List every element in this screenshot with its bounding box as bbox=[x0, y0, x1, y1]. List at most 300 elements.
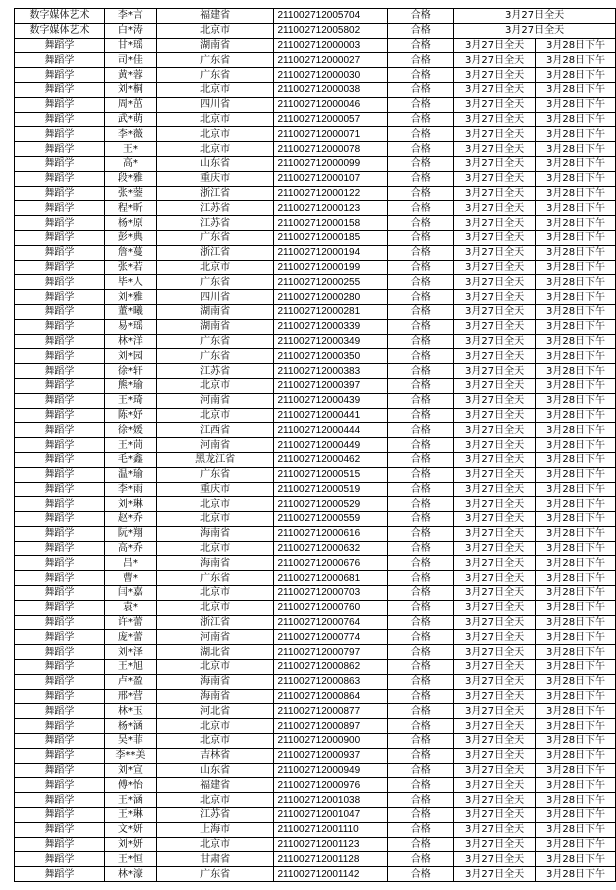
day1-schedule-cell: 3月27日全天 bbox=[454, 260, 536, 275]
province-cell: 山东省 bbox=[156, 763, 274, 778]
result-cell: 合格 bbox=[388, 423, 454, 438]
major-cell: 舞蹈学 bbox=[15, 526, 105, 541]
province-cell: 海南省 bbox=[156, 556, 274, 571]
result-cell: 合格 bbox=[388, 793, 454, 808]
result-cell: 合格 bbox=[388, 275, 454, 290]
table-row bbox=[15, 319, 616, 334]
result-cell: 合格 bbox=[388, 704, 454, 719]
table-row bbox=[15, 9, 616, 24]
major-cell: 舞蹈学 bbox=[15, 438, 105, 453]
major-cell: 舞蹈学 bbox=[15, 334, 105, 349]
result-cell: 合格 bbox=[388, 112, 454, 127]
result-cell: 合格 bbox=[388, 734, 454, 749]
major-cell: 舞蹈学 bbox=[15, 512, 105, 527]
major-cell: 舞蹈学 bbox=[15, 245, 105, 260]
table-row bbox=[15, 201, 616, 216]
result-cell: 合格 bbox=[388, 808, 454, 823]
day2-schedule-cell: 3月28日下午 bbox=[536, 334, 616, 349]
table-row bbox=[15, 260, 616, 275]
name-cell: 杨*原 bbox=[104, 216, 156, 231]
candidate-id-cell: 211002712001038 bbox=[274, 793, 388, 808]
candidate-id-cell: 211002712000774 bbox=[274, 630, 388, 645]
day1-schedule-cell: 3月27日全天 bbox=[454, 556, 536, 571]
major-cell: 舞蹈学 bbox=[15, 645, 105, 660]
table-row bbox=[15, 186, 616, 201]
day1-schedule-cell: 3月27日全天 bbox=[454, 438, 536, 453]
major-cell: 舞蹈学 bbox=[15, 304, 105, 319]
major-cell: 舞蹈学 bbox=[15, 364, 105, 379]
major-cell: 舞蹈学 bbox=[15, 748, 105, 763]
day2-schedule-cell: 3月28日下午 bbox=[536, 556, 616, 571]
result-cell: 合格 bbox=[388, 586, 454, 601]
day1-schedule-cell: 3月27日全天 bbox=[454, 23, 616, 38]
major-cell: 舞蹈学 bbox=[15, 734, 105, 749]
candidate-id-cell: 211002712000797 bbox=[274, 645, 388, 660]
major-cell: 舞蹈学 bbox=[15, 837, 105, 852]
province-cell: 广东省 bbox=[156, 230, 274, 245]
candidate-id-cell: 211002712000281 bbox=[274, 304, 388, 319]
name-cell: 林*濠 bbox=[104, 867, 156, 882]
result-cell: 合格 bbox=[388, 512, 454, 527]
province-cell: 江苏省 bbox=[156, 201, 274, 216]
day1-schedule-cell: 3月27日全天 bbox=[454, 660, 536, 675]
name-cell: 王*茼 bbox=[104, 438, 156, 453]
province-cell: 广东省 bbox=[156, 349, 274, 364]
candidate-id-cell: 211002712001110 bbox=[274, 822, 388, 837]
day1-schedule-cell: 3月27日全天 bbox=[454, 171, 536, 186]
province-cell: 江苏省 bbox=[156, 808, 274, 823]
name-cell: 刘*琳 bbox=[104, 497, 156, 512]
day2-schedule-cell: 3月28日下午 bbox=[536, 852, 616, 867]
day1-schedule-cell: 3月27日全天 bbox=[454, 319, 536, 334]
result-cell: 合格 bbox=[388, 38, 454, 53]
table-row bbox=[15, 497, 616, 512]
name-cell: 吕* bbox=[104, 556, 156, 571]
day1-schedule-cell: 3月27日全天 bbox=[454, 230, 536, 245]
province-cell: 重庆市 bbox=[156, 171, 274, 186]
province-cell: 海南省 bbox=[156, 689, 274, 704]
candidate-id-cell: 211002712001142 bbox=[274, 867, 388, 882]
result-cell: 合格 bbox=[388, 497, 454, 512]
day2-schedule-cell: 3月28日下午 bbox=[536, 112, 616, 127]
name-cell: 林*玉 bbox=[104, 704, 156, 719]
province-cell: 福建省 bbox=[156, 9, 274, 24]
major-cell: 舞蹈学 bbox=[15, 541, 105, 556]
result-cell: 合格 bbox=[388, 201, 454, 216]
table-row bbox=[15, 68, 616, 83]
day2-schedule-cell: 3月28日下午 bbox=[536, 319, 616, 334]
day2-schedule-cell: 3月28日下午 bbox=[536, 704, 616, 719]
day2-schedule-cell: 3月28日下午 bbox=[536, 600, 616, 615]
major-cell: 舞蹈学 bbox=[15, 615, 105, 630]
table-row bbox=[15, 793, 616, 808]
day2-schedule-cell: 3月28日下午 bbox=[536, 68, 616, 83]
name-cell: 周*茁 bbox=[104, 97, 156, 112]
day2-schedule-cell: 3月28日下午 bbox=[536, 645, 616, 660]
day2-schedule-cell: 3月28日下午 bbox=[536, 53, 616, 68]
table-row bbox=[15, 349, 616, 364]
name-cell: 段*雅 bbox=[104, 171, 156, 186]
result-cell: 合格 bbox=[388, 349, 454, 364]
table-row bbox=[15, 571, 616, 586]
province-cell: 浙江省 bbox=[156, 186, 274, 201]
day1-schedule-cell: 3月27日全天 bbox=[454, 393, 536, 408]
province-cell: 广东省 bbox=[156, 275, 274, 290]
name-cell: 李*雨 bbox=[104, 482, 156, 497]
table-row bbox=[15, 778, 616, 793]
result-cell: 合格 bbox=[388, 467, 454, 482]
table-row bbox=[15, 467, 616, 482]
day2-schedule-cell: 3月28日下午 bbox=[536, 837, 616, 852]
candidate-id-cell: 211002712000864 bbox=[274, 689, 388, 704]
major-cell: 舞蹈学 bbox=[15, 127, 105, 142]
day2-schedule-cell: 3月28日下午 bbox=[536, 97, 616, 112]
province-cell: 浙江省 bbox=[156, 245, 274, 260]
major-cell: 舞蹈学 bbox=[15, 719, 105, 734]
major-cell: 舞蹈学 bbox=[15, 852, 105, 867]
day1-schedule-cell: 3月27日全天 bbox=[454, 748, 536, 763]
table-row bbox=[15, 719, 616, 734]
major-cell: 舞蹈学 bbox=[15, 763, 105, 778]
province-cell: 吉林省 bbox=[156, 748, 274, 763]
table-row bbox=[15, 112, 616, 127]
day2-schedule-cell: 3月28日下午 bbox=[536, 660, 616, 675]
table-row bbox=[15, 541, 616, 556]
major-cell: 舞蹈学 bbox=[15, 556, 105, 571]
major-cell: 舞蹈学 bbox=[15, 97, 105, 112]
day2-schedule-cell: 3月28日下午 bbox=[536, 526, 616, 541]
table-row bbox=[15, 171, 616, 186]
result-cell: 合格 bbox=[388, 171, 454, 186]
result-cell: 合格 bbox=[388, 852, 454, 867]
table-row bbox=[15, 334, 616, 349]
province-cell: 北京市 bbox=[156, 497, 274, 512]
day1-schedule-cell: 3月27日全天 bbox=[454, 600, 536, 615]
major-cell: 舞蹈学 bbox=[15, 808, 105, 823]
table-row bbox=[15, 452, 616, 467]
day1-schedule-cell: 3月27日全天 bbox=[454, 142, 536, 157]
major-cell: 舞蹈学 bbox=[15, 467, 105, 482]
result-cell: 合格 bbox=[388, 334, 454, 349]
province-cell: 北京市 bbox=[156, 837, 274, 852]
table-row bbox=[15, 822, 616, 837]
day2-schedule-cell: 3月28日下午 bbox=[536, 38, 616, 53]
day2-schedule-cell: 3月28日下午 bbox=[536, 260, 616, 275]
result-cell: 合格 bbox=[388, 216, 454, 231]
day2-schedule-cell: 3月28日下午 bbox=[536, 586, 616, 601]
table-row bbox=[15, 142, 616, 157]
candidate-id-cell: 211002712001128 bbox=[274, 852, 388, 867]
name-cell: 武*萌 bbox=[104, 112, 156, 127]
day2-schedule-cell: 3月28日下午 bbox=[536, 423, 616, 438]
day2-schedule-cell: 3月28日下午 bbox=[536, 615, 616, 630]
province-cell: 海南省 bbox=[156, 674, 274, 689]
candidate-id-cell: 211002712000350 bbox=[274, 349, 388, 364]
table-row bbox=[15, 630, 616, 645]
major-cell: 舞蹈学 bbox=[15, 630, 105, 645]
day1-schedule-cell: 3月27日全天 bbox=[454, 38, 536, 53]
candidate-id-cell: 211002712000441 bbox=[274, 408, 388, 423]
name-cell: 刘*妍 bbox=[104, 837, 156, 852]
major-cell: 舞蹈学 bbox=[15, 793, 105, 808]
day1-schedule-cell: 3月27日全天 bbox=[454, 97, 536, 112]
candidate-id-cell: 211002712000519 bbox=[274, 482, 388, 497]
day1-schedule-cell: 3月27日全天 bbox=[454, 808, 536, 823]
candidate-id-cell: 211002712000529 bbox=[274, 497, 388, 512]
day1-schedule-cell: 3月27日全天 bbox=[454, 674, 536, 689]
day2-schedule-cell: 3月28日下午 bbox=[536, 216, 616, 231]
candidate-id-cell: 211002712000099 bbox=[274, 156, 388, 171]
table-row bbox=[15, 38, 616, 53]
province-cell: 北京市 bbox=[156, 541, 274, 556]
day2-schedule-cell: 3月28日下午 bbox=[536, 230, 616, 245]
province-cell: 北京市 bbox=[156, 586, 274, 601]
candidate-id-cell: 211002712000122 bbox=[274, 186, 388, 201]
result-cell: 合格 bbox=[388, 290, 454, 305]
table-row bbox=[15, 852, 616, 867]
day1-schedule-cell: 3月27日全天 bbox=[454, 719, 536, 734]
table-row bbox=[15, 378, 616, 393]
day1-schedule-cell: 3月27日全天 bbox=[454, 822, 536, 837]
result-cell: 合格 bbox=[388, 97, 454, 112]
name-cell: 李*言 bbox=[104, 9, 156, 24]
table-row bbox=[15, 748, 616, 763]
table-row bbox=[15, 482, 616, 497]
result-cell: 合格 bbox=[388, 556, 454, 571]
day2-schedule-cell: 3月28日下午 bbox=[536, 349, 616, 364]
table-body bbox=[15, 9, 616, 882]
day1-schedule-cell: 3月27日全天 bbox=[454, 526, 536, 541]
candidate-id-cell: 211002712000681 bbox=[274, 571, 388, 586]
province-cell: 北京市 bbox=[156, 127, 274, 142]
candidate-id-cell: 211002712000462 bbox=[274, 452, 388, 467]
candidate-id-cell: 211002712000760 bbox=[274, 600, 388, 615]
day1-schedule-cell: 3月27日全天 bbox=[454, 245, 536, 260]
name-cell: 许*蕾 bbox=[104, 615, 156, 630]
day2-schedule-cell: 3月28日下午 bbox=[536, 275, 616, 290]
name-cell: 陈*妤 bbox=[104, 408, 156, 423]
result-cell: 合格 bbox=[388, 304, 454, 319]
day1-schedule-cell: 3月27日全天 bbox=[454, 645, 536, 660]
table-row bbox=[15, 660, 616, 675]
major-cell: 舞蹈学 bbox=[15, 82, 105, 97]
day1-schedule-cell: 3月27日全天 bbox=[454, 689, 536, 704]
day1-schedule-cell: 3月27日全天 bbox=[454, 68, 536, 83]
result-cell: 合格 bbox=[388, 230, 454, 245]
major-cell: 舞蹈学 bbox=[15, 452, 105, 467]
name-cell: 白*涛 bbox=[104, 23, 156, 38]
day1-schedule-cell: 3月27日全天 bbox=[454, 82, 536, 97]
day2-schedule-cell: 3月28日下午 bbox=[536, 512, 616, 527]
candidate-id-cell: 211002712000900 bbox=[274, 734, 388, 749]
candidate-id-cell: 211002712001047 bbox=[274, 808, 388, 823]
day1-schedule-cell: 3月27日全天 bbox=[454, 201, 536, 216]
table-row bbox=[15, 556, 616, 571]
major-cell: 舞蹈学 bbox=[15, 186, 105, 201]
province-cell: 北京市 bbox=[156, 719, 274, 734]
major-cell: 舞蹈学 bbox=[15, 586, 105, 601]
day2-schedule-cell: 3月28日下午 bbox=[536, 186, 616, 201]
candidate-id-cell: 211002712000515 bbox=[274, 467, 388, 482]
major-cell: 舞蹈学 bbox=[15, 290, 105, 305]
day1-schedule-cell: 3月27日全天 bbox=[454, 186, 536, 201]
table-row bbox=[15, 230, 616, 245]
province-cell: 上海市 bbox=[156, 822, 274, 837]
candidate-id-cell: 211002712000937 bbox=[274, 748, 388, 763]
candidate-id-cell: 211002712000976 bbox=[274, 778, 388, 793]
day2-schedule-cell: 3月28日下午 bbox=[536, 290, 616, 305]
day1-schedule-cell: 3月27日全天 bbox=[454, 112, 536, 127]
province-cell: 河南省 bbox=[156, 438, 274, 453]
candidate-id-cell: 211002712000764 bbox=[274, 615, 388, 630]
result-cell: 合格 bbox=[388, 615, 454, 630]
day2-schedule-cell: 3月28日下午 bbox=[536, 171, 616, 186]
table-row bbox=[15, 837, 616, 852]
province-cell: 北京市 bbox=[156, 378, 274, 393]
major-cell: 舞蹈学 bbox=[15, 867, 105, 882]
province-cell: 广东省 bbox=[156, 571, 274, 586]
table-row bbox=[15, 53, 616, 68]
day2-schedule-cell: 3月28日下午 bbox=[536, 571, 616, 586]
major-cell: 舞蹈学 bbox=[15, 349, 105, 364]
day1-schedule-cell: 3月27日全天 bbox=[454, 290, 536, 305]
name-cell: 李*薇 bbox=[104, 127, 156, 142]
result-cell: 合格 bbox=[388, 68, 454, 83]
day2-schedule-cell: 3月28日下午 bbox=[536, 82, 616, 97]
candidate-id-cell: 211002712000194 bbox=[274, 245, 388, 260]
name-cell: 熊*瑜 bbox=[104, 378, 156, 393]
name-cell: 闫*嘉 bbox=[104, 586, 156, 601]
day1-schedule-cell: 3月27日全天 bbox=[454, 378, 536, 393]
day1-schedule-cell: 3月27日全天 bbox=[454, 156, 536, 171]
day2-schedule-cell: 3月28日下午 bbox=[536, 748, 616, 763]
day2-schedule-cell: 3月28日下午 bbox=[536, 541, 616, 556]
table-row bbox=[15, 393, 616, 408]
major-cell: 舞蹈学 bbox=[15, 378, 105, 393]
day2-schedule-cell: 3月28日下午 bbox=[536, 408, 616, 423]
day1-schedule-cell: 3月27日全天 bbox=[454, 364, 536, 379]
day2-schedule-cell: 3月28日下午 bbox=[536, 808, 616, 823]
result-cell: 合格 bbox=[388, 689, 454, 704]
day1-schedule-cell: 3月27日全天 bbox=[454, 334, 536, 349]
name-cell: 甘*瑶 bbox=[104, 38, 156, 53]
major-cell: 舞蹈学 bbox=[15, 660, 105, 675]
table-row bbox=[15, 704, 616, 719]
major-cell: 舞蹈学 bbox=[15, 68, 105, 83]
province-cell: 四川省 bbox=[156, 97, 274, 112]
candidate-id-cell: 211002712000038 bbox=[274, 82, 388, 97]
province-cell: 河南省 bbox=[156, 630, 274, 645]
major-cell: 数字媒体艺术 bbox=[15, 9, 105, 24]
result-cell: 合格 bbox=[388, 127, 454, 142]
day2-schedule-cell: 3月28日下午 bbox=[536, 304, 616, 319]
major-cell: 舞蹈学 bbox=[15, 393, 105, 408]
candidate-id-cell: 211002712000877 bbox=[274, 704, 388, 719]
day1-schedule-cell: 3月27日全天 bbox=[454, 512, 536, 527]
province-cell: 江苏省 bbox=[156, 216, 274, 231]
day1-schedule-cell: 3月27日全天 bbox=[454, 630, 536, 645]
name-cell: 詹*蔓 bbox=[104, 245, 156, 260]
day2-schedule-cell: 3月28日下午 bbox=[536, 467, 616, 482]
result-cell: 合格 bbox=[388, 408, 454, 423]
table-row bbox=[15, 97, 616, 112]
day2-schedule-cell: 3月28日下午 bbox=[536, 630, 616, 645]
day1-schedule-cell: 3月27日全天 bbox=[454, 275, 536, 290]
province-cell: 重庆市 bbox=[156, 482, 274, 497]
province-cell: 山东省 bbox=[156, 156, 274, 171]
name-cell: 易*瑶 bbox=[104, 319, 156, 334]
result-cell: 合格 bbox=[388, 438, 454, 453]
name-cell: 卢*盈 bbox=[104, 674, 156, 689]
candidate-id-cell: 211002712000863 bbox=[274, 674, 388, 689]
day2-schedule-cell: 3月28日下午 bbox=[536, 822, 616, 837]
candidate-id-cell: 211002712000349 bbox=[274, 334, 388, 349]
result-cell: 合格 bbox=[388, 600, 454, 615]
name-cell: 刘*泽 bbox=[104, 645, 156, 660]
major-cell: 舞蹈学 bbox=[15, 600, 105, 615]
result-cell: 合格 bbox=[388, 867, 454, 882]
province-cell: 河南省 bbox=[156, 393, 274, 408]
table-row bbox=[15, 23, 616, 38]
province-cell: 北京市 bbox=[156, 734, 274, 749]
province-cell: 北京市 bbox=[156, 512, 274, 527]
table-row bbox=[15, 275, 616, 290]
candidate-id-cell: 211002712000632 bbox=[274, 541, 388, 556]
result-cell: 合格 bbox=[388, 526, 454, 541]
major-cell: 舞蹈学 bbox=[15, 216, 105, 231]
province-cell: 北京市 bbox=[156, 660, 274, 675]
province-cell: 北京市 bbox=[156, 600, 274, 615]
candidate-id-cell: 211002712000339 bbox=[274, 319, 388, 334]
candidate-id-cell: 211002712000107 bbox=[274, 171, 388, 186]
day1-schedule-cell: 3月27日全天 bbox=[454, 216, 536, 231]
table-row bbox=[15, 127, 616, 142]
table-row bbox=[15, 586, 616, 601]
province-cell: 湖南省 bbox=[156, 319, 274, 334]
name-cell: 刘*宣 bbox=[104, 763, 156, 778]
province-cell: 广东省 bbox=[156, 334, 274, 349]
major-cell: 舞蹈学 bbox=[15, 260, 105, 275]
table-row bbox=[15, 245, 616, 260]
table-row bbox=[15, 408, 616, 423]
major-cell: 舞蹈学 bbox=[15, 704, 105, 719]
result-cell: 合格 bbox=[388, 260, 454, 275]
name-cell: 赵*乔 bbox=[104, 512, 156, 527]
candidate-id-cell: 211002712000439 bbox=[274, 393, 388, 408]
name-cell: 庞*蕾 bbox=[104, 630, 156, 645]
major-cell: 舞蹈学 bbox=[15, 38, 105, 53]
result-cell: 合格 bbox=[388, 748, 454, 763]
major-cell: 舞蹈学 bbox=[15, 408, 105, 423]
name-cell: 曹* bbox=[104, 571, 156, 586]
name-cell: 董*曦 bbox=[104, 304, 156, 319]
major-cell: 舞蹈学 bbox=[15, 482, 105, 497]
name-cell: 王*恒 bbox=[104, 852, 156, 867]
name-cell: 袁* bbox=[104, 600, 156, 615]
exam-result-table bbox=[14, 8, 616, 882]
result-cell: 合格 bbox=[388, 319, 454, 334]
major-cell: 舞蹈学 bbox=[15, 275, 105, 290]
result-cell: 合格 bbox=[388, 571, 454, 586]
province-cell: 广东省 bbox=[156, 68, 274, 83]
candidate-id-cell: 211002712000078 bbox=[274, 142, 388, 157]
result-cell: 合格 bbox=[388, 9, 454, 24]
day1-schedule-cell: 3月27日全天 bbox=[454, 615, 536, 630]
day2-schedule-cell: 3月28日下午 bbox=[536, 763, 616, 778]
candidate-id-cell: 211002712000255 bbox=[274, 275, 388, 290]
day2-schedule-cell: 3月28日下午 bbox=[536, 127, 616, 142]
province-cell: 北京市 bbox=[156, 112, 274, 127]
